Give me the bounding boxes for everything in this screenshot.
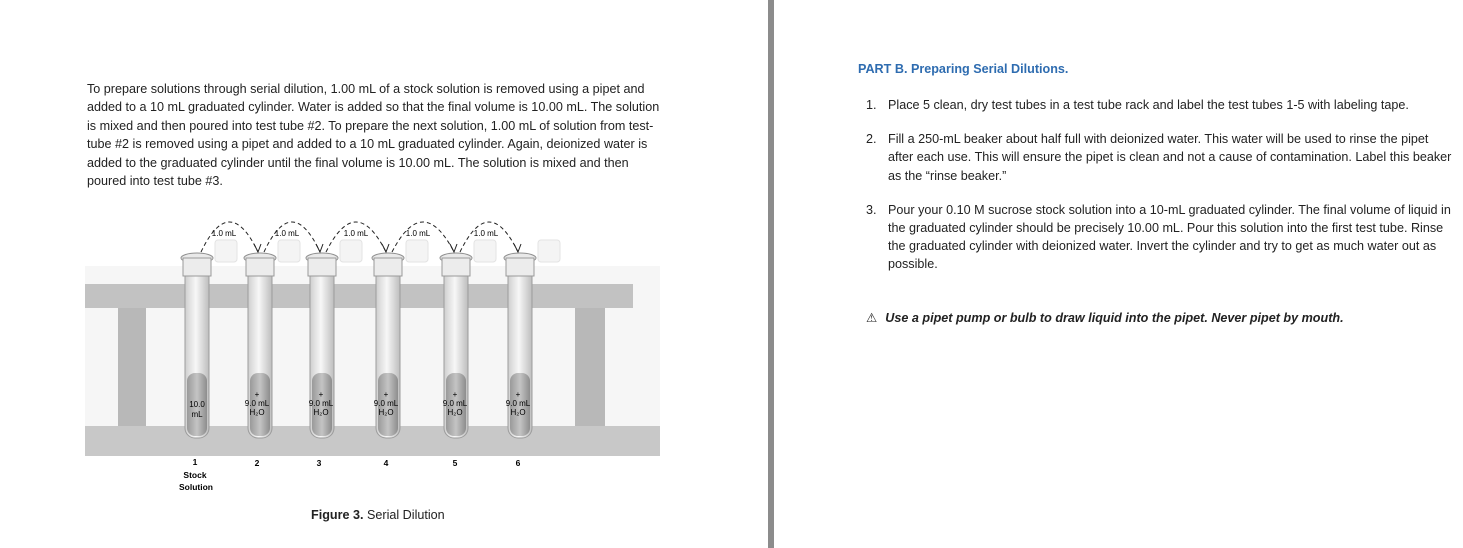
water-volume-5: 9.0 mL <box>442 399 468 408</box>
procedure-step-2 <box>862 130 1452 185</box>
water-formula-2: H₂O <box>249 408 265 417</box>
rack-top-shelf <box>85 284 633 308</box>
step-text-1: Place 5 clean, dry test tubes in a test tube rack and label the test tubes 1-5 with labeling tape. <box>888 98 1409 112</box>
ghost-cup-5 <box>474 240 496 262</box>
right-page <box>774 0 1463 548</box>
procedure-steps <box>862 96 1452 290</box>
water-formula-5: H₂O <box>447 408 463 417</box>
transfer-arrowhead-5 <box>514 244 521 252</box>
tube-cap-6 <box>506 258 534 276</box>
tube-cap-2 <box>246 258 274 276</box>
water-plus-3: + <box>318 390 324 399</box>
step-number-1: 1. <box>866 98 877 112</box>
intro-paragraph: To prepare solutions through serial dilution, 1.00 mL of a stock solution is removed using a pipet and added to a 10 mL graduated cylinder. Water is added so that the final volume is 10.00 mL. The solution is mixed and then poured into test tube #2. To prepare the next solution, 1.00 mL of solution from test-tube #2 is removed using a pipet and added to a 10 mL graduated cylinder. Again, deionized water is added to the graduated cylinder until the final volume is 10.00 mL. The solution is mixed and then poured into test tube #3. <box>87 82 660 189</box>
water-volume-6: 9.0 mL <box>505 399 531 408</box>
water-plus-6: + <box>515 390 521 399</box>
ghost-cup-6 <box>538 240 560 262</box>
serial-dilution-figure <box>85 200 665 500</box>
water-volume-2: 9.0 mL <box>244 399 270 408</box>
stock-label-line2: Solution <box>179 482 213 492</box>
serial-dilution-diagram <box>85 200 665 500</box>
rack-base <box>85 426 660 456</box>
transfer-label-1: 1.0 mL <box>211 229 237 238</box>
transfer-arrowhead-3 <box>382 244 389 252</box>
procedure-step-3 <box>862 201 1452 274</box>
safety-warning <box>866 310 1344 325</box>
transfer-arrowhead-4 <box>450 244 457 252</box>
rack-left-leg <box>118 308 146 438</box>
ghost-cup-3 <box>340 240 362 262</box>
tube-cap-5 <box>442 258 470 276</box>
section-title: PART B. Preparing Serial Dilutions. <box>858 62 1069 76</box>
tube-number-1: 1 <box>192 457 198 467</box>
tube-number-4: 4 <box>383 458 389 468</box>
ghost-cup-2 <box>278 240 300 262</box>
figure-caption <box>311 508 445 522</box>
ghost-cup-4 <box>406 240 428 262</box>
tube-cap-3 <box>308 258 336 276</box>
water-formula-6: H₂O <box>510 408 526 417</box>
rack-right-leg <box>575 308 605 440</box>
transfer-label-5: 1.0 mL <box>473 229 499 238</box>
water-plus-4: + <box>383 390 389 399</box>
water-volume-3: 9.0 mL <box>308 399 334 408</box>
water-formula-3: H₂O <box>313 408 329 417</box>
tube-number-2: 2 <box>254 458 260 468</box>
figure-caption-text: Serial Dilution <box>363 508 445 522</box>
water-plus-2: + <box>254 390 260 399</box>
figure-caption-number: Figure 3. <box>311 508 364 522</box>
ghost-cup-1 <box>215 240 237 262</box>
transfer-arrowhead-1 <box>254 244 261 252</box>
step-text-2: Fill a 250-mL beaker about half full with deionized water. This water will be used to rinse the pipet after each use. This will ensure the pipet is clean and not a cause of contamination. Label this beaker as the “rinse beaker.” <box>888 132 1452 183</box>
transfer-label-4: 1.0 mL <box>405 229 431 238</box>
step-text-3: Pour your 0.10 M sucrose stock solution into a 10-mL graduated cylinder. The final volume of liquid in the graduated cylinder should be precisely 10.00 mL. Pour this solution into the first test tube. Rinse the graduated cylinder with deionized water. Invert the cylinder and try to get as much water out as possible. <box>888 202 1451 272</box>
transfer-arrowhead-2 <box>316 244 323 252</box>
water-plus-5: + <box>452 390 458 399</box>
water-formula-4: H₂O <box>378 408 394 417</box>
transfer-label-2: 1.0 mL <box>274 229 300 238</box>
procedure-step-1 <box>862 96 1452 114</box>
tube-number-3: 3 <box>316 458 322 468</box>
tube-number-6: 6 <box>515 458 521 468</box>
stock-label-line1: Stock <box>183 470 207 480</box>
tube-cap-1 <box>183 258 211 276</box>
water-volume-4: 9.0 mL <box>373 399 399 408</box>
tube-cap-4 <box>374 258 402 276</box>
step-number-2: 2. <box>866 132 877 147</box>
tube-number-5: 5 <box>452 458 458 468</box>
warning-icon: ⚠ <box>866 311 878 325</box>
stock-volume-unit: mL <box>191 410 203 419</box>
stock-volume-value: 10.0 <box>189 400 205 409</box>
warning-text: Use a pipet pump or bulb to draw liquid into the pipet. Never pipet by mouth. <box>885 311 1344 325</box>
step-number-3: 3. <box>866 202 877 217</box>
transfer-label-3: 1.0 mL <box>343 229 369 238</box>
